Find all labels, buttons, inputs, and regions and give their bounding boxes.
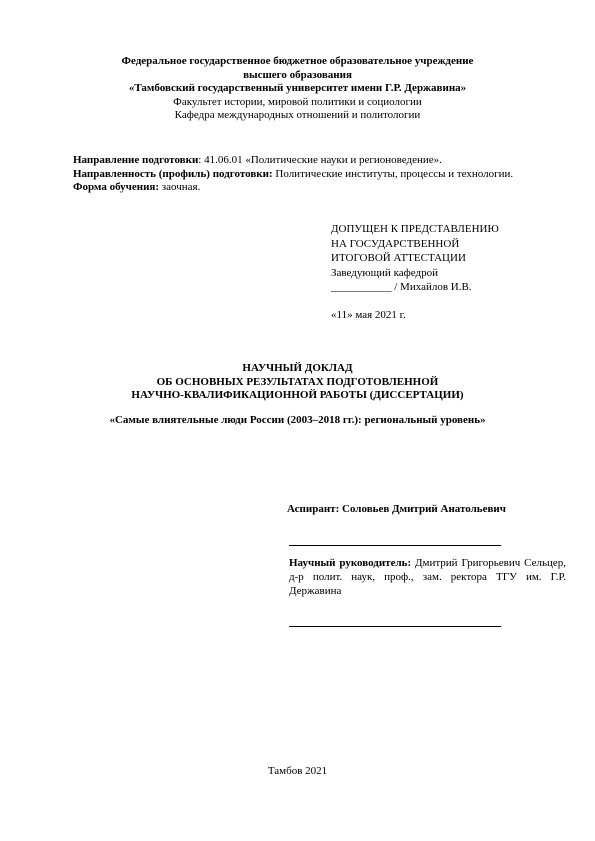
approval-block bbox=[331, 222, 499, 322]
study-direction-value: : 41.06.01 «Политические науки и регионоведение». bbox=[198, 154, 442, 166]
study-profile-label: Направленность (профиль) подготовки: bbox=[73, 167, 273, 180]
faculty-name: Факультет истории, мировой политики и социологии bbox=[173, 95, 422, 108]
institution-header bbox=[0, 55, 595, 123]
city-year: Тамбов 2021 bbox=[267, 765, 328, 777]
approval-line-1: ДОПУЩЕН К ПРЕДСТАВЛЕНИЮ bbox=[331, 223, 499, 235]
study-direction-label: Направление подготовки bbox=[73, 154, 199, 166]
study-direction bbox=[73, 154, 513, 168]
advisor-label: Научный руководитель: bbox=[289, 557, 412, 569]
institution-type: Федеральное государственное бюджетное образовательное учреждение bbox=[121, 55, 474, 67]
report-title-line-3: НАУЧНО-КВАЛИФИКАЦИОННОЙ РАБОТЫ (ДИССЕРТАЦИИ) bbox=[131, 389, 464, 401]
scientific-advisor bbox=[289, 556, 566, 598]
approval-line-2: НА ГОСУДАРСТВЕННОЙ bbox=[331, 237, 460, 250]
approval-signature: ___________ / Михайлов И.В. bbox=[331, 281, 472, 293]
education-level: высшего образования bbox=[243, 68, 352, 81]
report-title-line-1: НАУЧНЫЙ ДОКЛАД bbox=[242, 362, 353, 374]
approval-date: «11» мая 2021 г. bbox=[331, 308, 406, 321]
study-form bbox=[73, 181, 513, 195]
dissertation-topic-text: «Самые влиятельные люди России (2003–2018 гг.): региональный уровень» bbox=[109, 414, 486, 426]
study-profile-value: Политические институты, процессы и технологии. bbox=[272, 167, 514, 180]
advisor-signature-line bbox=[289, 626, 501, 627]
study-form-label: Форма обучения: bbox=[73, 181, 160, 193]
report-title bbox=[0, 362, 595, 403]
aspirant-signature-line bbox=[289, 545, 501, 546]
approval-line-3: ИТОГОВОЙ АТТЕСТАЦИИ bbox=[331, 252, 466, 264]
university-name: «Тамбовский государственный университет имени Г.Р. Державина» bbox=[128, 82, 467, 94]
report-title-line-2: ОБ ОСНОВНЫХ РЕЗУЛЬТАТАХ ПОДГОТОВЛЕННОЙ bbox=[156, 375, 439, 388]
aspirant-name: Аспирант: Соловьев Дмитрий Анатольевич bbox=[287, 503, 506, 515]
approval-head-title: Заведующий кафедрой bbox=[331, 266, 438, 279]
study-details bbox=[73, 154, 513, 195]
study-form-value: заочная. bbox=[159, 181, 201, 193]
department-name: Кафедра международных отношений и политологии bbox=[174, 109, 421, 121]
study-profile bbox=[73, 168, 513, 182]
advisor-text: Дмитрий Григорьевич Сельцер, д-р полит. наук, проф., зам. ректора ТГУ им. Г.Р. Державина bbox=[289, 557, 566, 597]
dissertation-topic bbox=[0, 414, 595, 428]
